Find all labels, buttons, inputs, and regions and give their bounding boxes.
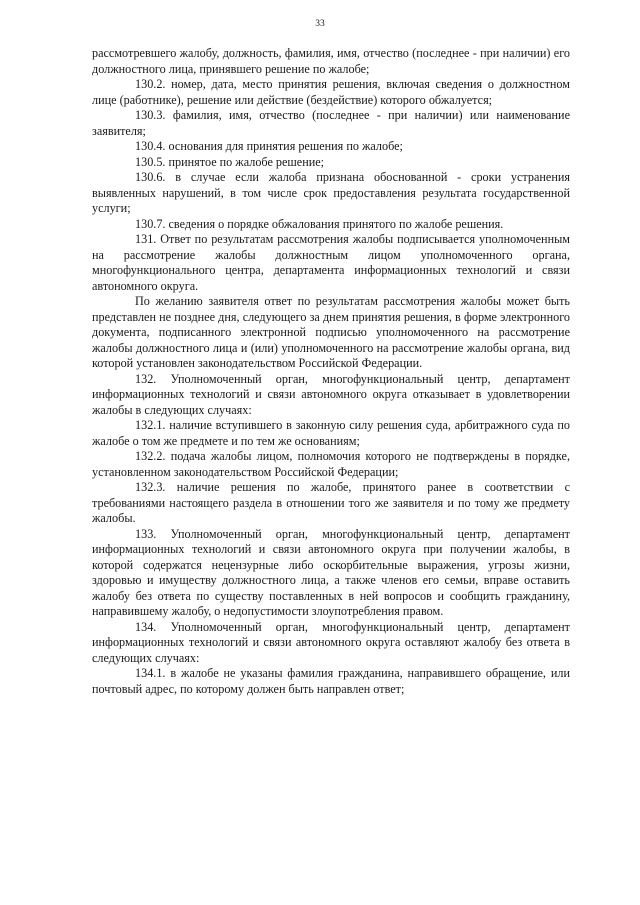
paragraph: 132.2. подача жалобы лицом, полномочия которого не подтверждены в порядке, установленном законодательством Российской Федерации; — [92, 449, 570, 479]
paragraph: 131. Ответ по результатам рассмотрения жалобы подписывается уполномоченным на рассмотрение жалобы должностным лицом уполномоченного органа, многофункционального центра, департамента информационных технологий и связи автономного округа. — [92, 232, 570, 293]
paragraph: 134.1. в жалобе не указаны фамилия гражданина, направившего обращение, или почтовый адрес, по которому должен быть направлен ответ; — [92, 666, 570, 696]
paragraph: 130.2. номер, дата, место принятия решения, включая сведения о должностном лице (работнике), решение или действие (бездействие) которого обжалуется; — [92, 77, 570, 107]
paragraph: рассмотревшего жалобу, должность, фамилия, имя, отчество (последнее - при наличии) его должностного лица, принявшего решение по жалобе; — [92, 46, 570, 76]
paragraph: 134. Уполномоченный орган, многофункциональный центр, департамент информационных технологий и связи автономного округа оставляют жалобу без ответа в следующих случаях: — [92, 619, 570, 665]
paragraph: 133. Уполномоченный орган, многофункциональный центр, департамент информационных технологий и связи автономного округа при получении жалобы, в которой содержатся нецензурные либо оскорбительные выражения, угрозы жизни, здоровью и имуществу должностного лица, а также членов его семьи, вправе оставить жалобу без ответа по существу поставленных в ней вопросов и сообщить гражданину, направившему жалобу, о недопустимости злоупотребления правом. — [92, 526, 570, 618]
paragraph: 130.5. принятое по жалобе решение; — [135, 154, 325, 169]
paragraph: 130.6. в случае если жалоба признана обоснованной - сроки устранения выявленных нарушений, в том числе срок предоставления результата государственной услуги; — [92, 170, 570, 215]
paragraph: По желанию заявителя ответ по результатам рассмотрения жалобы может быть представлен не позднее дня, следующего за днем принятия решения, в форме электронного документа, подписанного электронной подписью уполномоченного на рассмотрение жалобы должностного лица и (или) уполномоченного на рассмотрение жалобы органа, вид которой установлен законодательством Российской Федерации. — [92, 294, 570, 370]
paragraph: 132.1. наличие вступившего в законную силу решения суда, арбитражного суда по жалобе о том же предмете и по тем же основаниям; — [92, 418, 570, 448]
page-number: 33 — [315, 19, 325, 29]
paragraph: 130.3. фамилия, имя, отчество (последнее - при наличии) или наименование заявителя; — [92, 108, 570, 138]
paragraph: 130.4. основания для принятия решения по жалобе; — [135, 139, 403, 153]
paragraph: 132. Уполномоченный орган, многофункциональный центр, департамент информационных технологий и связи автономного округа отказывает в удовлетворении жалобы в следующих случаях: — [92, 371, 570, 417]
paragraph: 130.7. сведения о порядке обжалования принятого по жалобе решения. — [135, 216, 504, 231]
document-body — [92, 46, 570, 697]
paragraph: 132.3. наличие решения по жалобе, принятого ранее в соответствии с требованиями настоящего раздела в отношении того же заявителя и по тому же предмету жалобы. — [92, 480, 570, 525]
